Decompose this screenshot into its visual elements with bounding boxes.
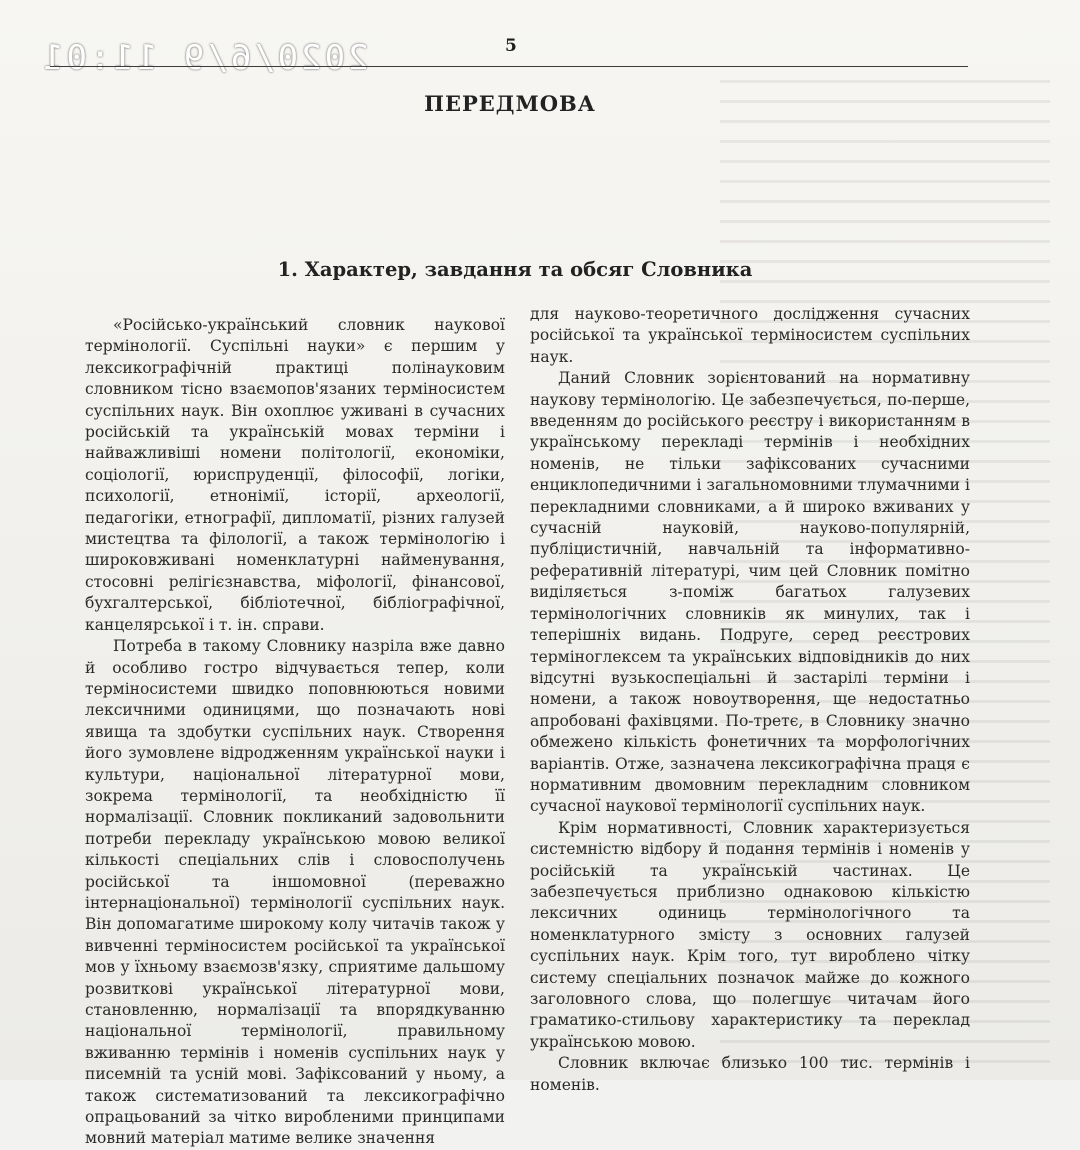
left-column: [85, 315, 505, 1150]
paragraph: Крім нормативності, Словник характеризується системністю відбору й подання термінів і номенів у російській та українській частинах. Це забезпечується приблизно однаковою кількістю лексичних одиниць термінологічного та номенклатурного змісту з основних галузей суспільних наук. Крім того, тут вироблено чітку систему спеціальних позначок майже до кожного заголовного слова, що полегшує читачам його граматико-стильову характеристику та переклад українською мовою.: [530, 818, 970, 1051]
section-title: 1. Характер, завдання та обсяг Словника: [277, 258, 753, 281]
right-column: [530, 304, 970, 1096]
paragraph-continuation: для науково-теоретичного дослідження сучасних російської та української терміносистем суспільних наук.: [530, 305, 970, 366]
header-rule: [50, 66, 968, 67]
timestamp-overlay: 2020/6/9 11:01: [40, 38, 369, 78]
paragraph: Словник включає близько 100 тис. термінів і номенів.: [530, 1054, 970, 1094]
paragraph: Даний Словник зорієнтований на нормативну наукову термінологію. Це забезпечується, по-перше, введенням до російського реєстру і використанням в українському перекладі термінів і необхідних номенів, не тільки зафіксованих сучасними енциклопедичними і загальномовними тлумачними і перекладними словниками, а й широко вживаних у сучасній науковій, науково-популярній, публіцистичній, навчальній та інформативно-реферативній літературі, чим цей Словник помітно виділяється з-поміж багатьох галузевих термінологічних словників як минулих, так і теперішніх видань. Подруге, серед реєстрових терміноглексем та українських відповідників до них відсутні вузькоспеціальні й застарілі терміни і номени, а також новоутворення, ще недостатньо апробовані фахівцями. По-третє, в Словнику значно обмежено кількість фонетичних та морфологічних варіантів. Отже, зазначена лексикографічна праця є нормативним двомовним перекладним словником сучасної наукової термінології суспільних наук.: [530, 369, 970, 816]
page-heading: ПЕРЕДМОВА: [424, 91, 596, 116]
paragraph: Потреба в такому Словнику назріла вже давно й особливо гостро відчувається тепер, коли терміносистеми швидко поповнюються новими лексичними одиницями, що позначають нові явища та здобутки суспільних наук. Створення його зумовлене відродженням української науки і культури, національної літературної мови, зокрема термінології, та необхідністю її нормалізації. Словник покликаний задовольнити потреби перекладу українською мовою великої кількості спеціальних слів і словосполучень російської та іншомовної (переважно інтернаціональної) термінології суспільних наук. Він допомагатиме широкому колу читачів також у вивченні терміносистем російської та української мов у їхньому взаємозв'язку, сприятиме дальшому розвиткові української літературної мови, становленню, нормалізації та впорядкуванню національної термінології, правильному вживанню термінів і номенів суспільних наук у писемній та усній мові. Зафіксований у ньому, а також систематизований та лексикографічно опрацьований за чітко виробленими принципами мовний матеріал матиме велике значення: [85, 637, 505, 1148]
paragraph: «Російсько-український словник наукової термінології. Суспільні науки» є першим у лексикографічній практиці полінауковим словником тісно взаємопов'язаних терміносистем суспільних наук. Він охоплює уживані в сучасних російській та українській мовах терміни і найважливіші номени політології, економіки, соціології, юриспруденції, філософії, логіки, психології, етнонімії, історії, археології, педагогіки, етнографії, дипломатії, різних галузей мистецтва та філології, а також термінологію і широковживані номенклатурні найменування, стосовні релігієзнавства, міфології, фінансової, бухгалтерської, бібліотечної, бібліографічної, канцелярської і т. ін. справи.: [85, 316, 505, 634]
page-number: 5: [505, 36, 517, 56]
